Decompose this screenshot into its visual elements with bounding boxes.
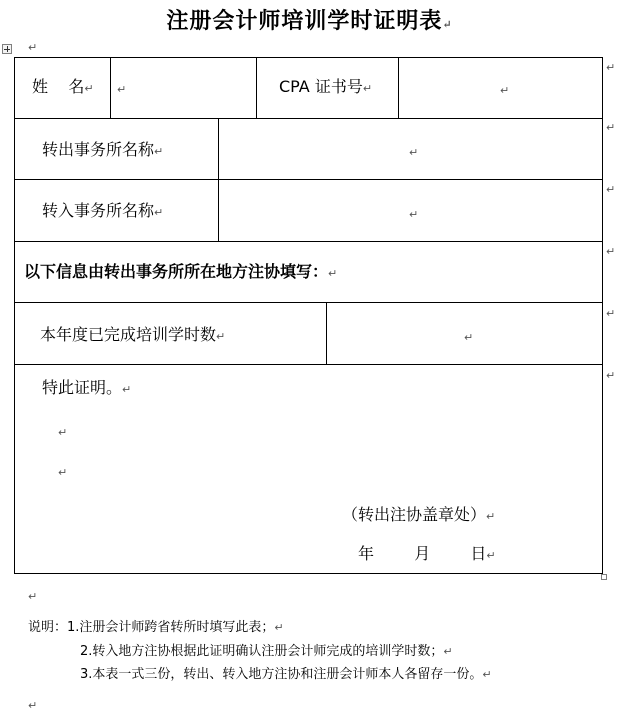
certify-text-line <box>42 378 131 398</box>
row-divider <box>14 241 603 242</box>
section-header: 以下信息由转出事务所所在地方注协填写： <box>24 262 329 281</box>
paragraph-mark: ↵ <box>274 621 284 634</box>
row-end-mark: ↵ <box>606 121 616 134</box>
note-line-2 <box>80 643 453 661</box>
name-value-cell[interactable] <box>111 58 256 118</box>
from-firm-label: 转出事务所名称 <box>42 140 155 159</box>
seal-text-line <box>342 505 495 525</box>
cell-end-mark: ↵ <box>154 145 164 158</box>
certify-text: 特此证明。 <box>42 378 123 397</box>
table-move-handle-icon[interactable] <box>2 44 12 54</box>
cell-end-mark: ↵ <box>117 83 127 96</box>
paragraph-mark: ↵ <box>28 590 38 603</box>
document-title <box>0 4 619 35</box>
paragraph-mark: ↵ <box>58 426 68 439</box>
paragraph-mark: ↵ <box>58 466 68 479</box>
column-divider <box>256 57 257 118</box>
hours-label: 本年度已完成培训学时数 <box>40 325 217 344</box>
cell-end-mark: ↵ <box>154 206 164 219</box>
hours-value-cell[interactable] <box>327 303 602 364</box>
to-firm-label: 转入事务所名称 <box>42 201 155 220</box>
cpa-number-label: CPA 证书号 <box>279 77 363 96</box>
note-item: 2.转入地方注协根据此证明确认注册会计师完成的培训学时数； <box>80 644 444 659</box>
row-end-mark: ↵ <box>606 307 616 320</box>
date-line <box>358 544 496 564</box>
name-label-cell <box>32 77 94 97</box>
row-end-mark: ↵ <box>606 245 616 258</box>
document-title-text: 注册会计师培训学时证明表 <box>166 8 443 34</box>
to-firm-label-cell <box>42 201 163 221</box>
date-month: 月 <box>414 544 431 563</box>
date-day: 日 <box>470 544 487 563</box>
date-year: 年 <box>358 544 375 563</box>
note-item: 3.本表一式三份，转出、转入地方注协和注册会计师本人各留存一份。 <box>80 667 483 682</box>
cpa-label-cell <box>279 77 372 97</box>
to-firm-value-cell[interactable] <box>219 180 602 241</box>
paragraph-mark: ↵ <box>28 699 38 712</box>
name-label: 姓 名 <box>32 77 85 96</box>
row-divider <box>14 364 603 365</box>
cell-end-mark: ↵ <box>409 146 419 159</box>
row-end-mark: ↵ <box>606 61 616 74</box>
paragraph-mark: ↵ <box>486 510 496 523</box>
notes-prefix: 说明： <box>28 620 68 635</box>
row-end-mark: ↵ <box>606 369 616 382</box>
cell-end-mark: ↵ <box>328 267 338 280</box>
paragraph-mark: ↵ <box>482 668 492 681</box>
paragraph-mark: ↵ <box>122 383 132 396</box>
from-firm-value-cell[interactable] <box>219 119 602 179</box>
cell-end-mark: ↵ <box>84 82 94 95</box>
seal-text: （转出注协盖章处） <box>342 505 487 524</box>
cell-end-mark: ↵ <box>500 84 510 97</box>
note-line-1 <box>28 619 284 637</box>
from-firm-label-cell <box>42 140 163 160</box>
paragraph-mark: ↵ <box>486 549 496 562</box>
note-item: 1.注册会计师跨省转所时填写此表； <box>67 620 275 635</box>
paragraph-mark: ↵ <box>28 41 38 54</box>
section-header-cell <box>24 262 337 282</box>
cell-end-mark: ↵ <box>362 82 373 95</box>
cell-end-mark: ↵ <box>216 330 226 343</box>
paragraph-mark: ↵ <box>442 18 453 31</box>
row-end-mark: ↵ <box>606 183 616 196</box>
note-line-3 <box>80 666 492 684</box>
cpa-number-value-cell[interactable] <box>399 58 602 118</box>
paragraph-mark: ↵ <box>443 645 453 658</box>
cell-end-mark: ↵ <box>464 331 474 344</box>
cell-end-mark: ↵ <box>409 208 419 221</box>
table-resize-handle[interactable] <box>601 574 607 580</box>
hours-label-cell <box>40 325 225 345</box>
